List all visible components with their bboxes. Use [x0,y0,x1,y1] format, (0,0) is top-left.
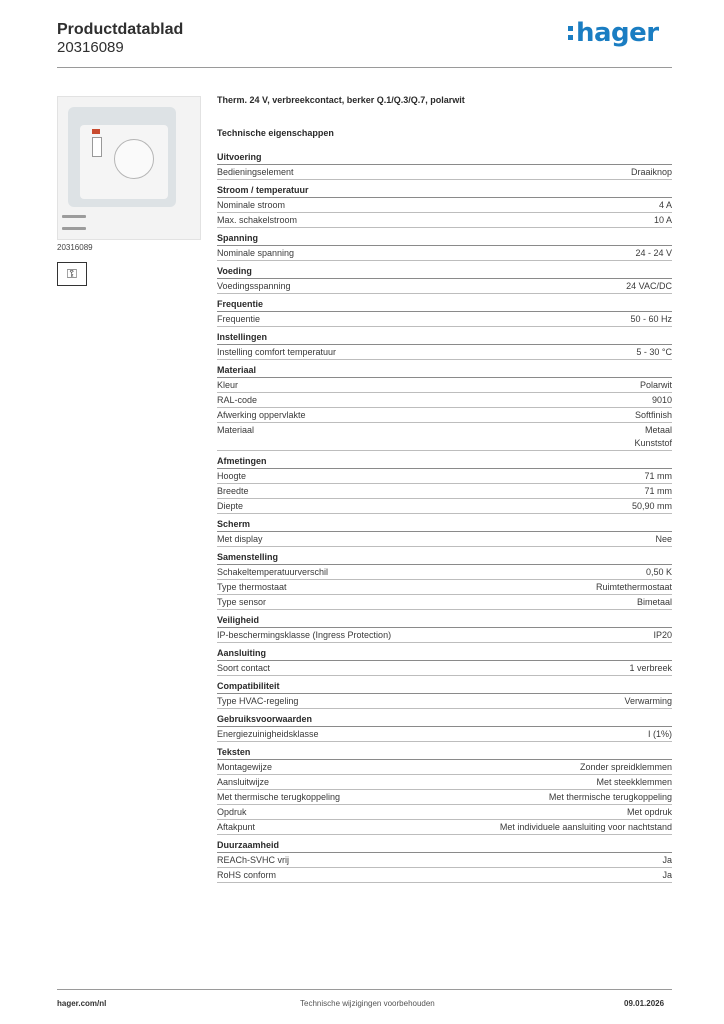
spec-value-line: 50 - 60 Hz [630,314,672,324]
spec-value-line: 0,50 K [645,567,672,577]
spec-value-line: 10 A [653,215,672,225]
footer-date: 09.01.2026 [624,999,665,1008]
spec-value-line: Zonder spreidklemmen [579,762,672,772]
spec-value [653,629,672,642]
spec-row [217,760,672,775]
spec-label: Aftakpunt [217,822,256,832]
spec-section [217,680,672,709]
spec-value [634,424,672,450]
section-title: Frequentie [217,298,672,312]
spec-label: Soort contact [217,663,271,673]
section-heading: Technische eigenschappen [217,128,334,138]
spec-section [217,331,672,360]
spec-value-line: IP20 [653,630,672,640]
spec-value-line: 24 VAC/DC [626,281,672,291]
spec-label: Breedte [217,486,249,496]
spec-label: Diepte [217,501,244,511]
spec-value [635,247,672,260]
spec-value [662,869,672,882]
spec-value [630,313,672,326]
spec-label: Materiaal [217,425,255,435]
logo-colon-icon [568,26,573,40]
spec-value-line: Ja [662,870,672,880]
spec-value [644,485,672,498]
spec-value [596,776,672,789]
spec-value [654,214,672,227]
spec-row [217,469,672,484]
spec-value [624,695,672,708]
spec-value-line: Bimetaal [636,597,672,607]
spec-section [217,713,672,742]
spec-row [217,165,672,180]
spec-value [580,761,672,774]
spec-row [217,727,672,742]
product-number: 20316089 [57,39,124,56]
spec-value-line: Draaiknop [630,167,672,177]
image-caption: 20316089 [57,243,93,252]
spec-value [596,581,672,594]
spec-value [549,791,672,804]
spec-row [217,532,672,547]
spec-label: RAL-code [217,395,258,405]
screw-icon [62,227,86,230]
spec-label: IP-beschermingsklasse (Ingress Protection) [217,630,392,640]
spec-value-line: 5 - 30 °C [636,347,672,357]
spec-value-line: I (1%) [647,729,672,739]
spec-row [217,868,672,883]
spec-row [217,820,672,835]
spec-value [659,199,672,212]
spec-section [217,647,672,676]
section-title: Stroom / temperatuur [217,184,672,198]
spec-label: Schakeltemperatuurverschil [217,567,329,577]
footer-divider [57,989,672,990]
section-title: Aansluiting [217,647,672,661]
spec-row [217,423,672,451]
spec-section [217,184,672,228]
spec-sections [217,151,672,883]
spec-row [217,312,672,327]
spec-label: Type HVAC-regeling [217,696,299,706]
spec-row [217,661,672,676]
spec-value [655,533,672,546]
spec-value-line: 71 mm [644,471,672,481]
section-title: Samenstelling [217,551,672,565]
section-title: Uitvoering [217,151,672,165]
section-title: Gebruiksvoorwaarden [217,713,672,727]
spec-row [217,565,672,580]
spec-value-line: Ruimtethermostaat [595,582,672,592]
section-title: Scherm [217,518,672,532]
spec-label: Kleur [217,380,239,390]
spec-value-line: 24 - 24 V [635,248,672,258]
spec-label: Met thermische terugkoppeling [217,792,341,802]
spec-value-line: Met individuele aansluiting voor nachtstand [499,822,672,832]
mounting-symbol-icon: ⚿ [57,262,87,286]
spec-label: Bedieningselement [217,167,294,177]
section-title: Veiligheid [217,614,672,628]
spec-row [217,499,672,514]
spec-value [500,821,672,834]
spec-label: Frequentie [217,314,261,324]
spec-label: Type sensor [217,597,267,607]
spec-value [632,500,672,513]
spec-value-line: Met steekklemmen [596,777,672,787]
spec-value [646,566,672,579]
spec-value [627,806,672,819]
footer-website: hager.com/nl [57,999,107,1008]
spec-label: Afwerking oppervlakte [217,410,306,420]
spec-label: Hoogte [217,471,247,481]
spec-label: Instelling comfort temperatuur [217,347,337,357]
spec-value [629,662,672,675]
spec-section [217,551,672,610]
spec-label: Voedingsspanning [217,281,291,291]
spec-value [648,728,672,741]
spec-label: Type thermostaat [217,582,287,592]
spec-label: Max. schakelstroom [217,215,298,225]
spec-row [217,775,672,790]
led-indicator [92,129,100,134]
spec-row [217,805,672,820]
product-image [57,96,201,240]
spec-value-line: Nee [655,534,672,544]
section-title: Afmetingen [217,455,672,469]
spec-label: REACh-SVHC vrij [217,855,290,865]
section-title: Duurzaamheid [217,839,672,853]
spec-row [217,378,672,393]
spec-value [637,596,672,609]
spec-value-line: Ja [662,855,672,865]
spec-value-line: Metaal [644,425,672,435]
spec-section [217,151,672,180]
spec-label: Nominale stroom [217,200,286,210]
spec-label: Energiezuinigheidsklasse [217,729,319,739]
spec-value [626,280,672,293]
spec-row [217,246,672,261]
spec-label: Aansluitwijze [217,777,270,787]
section-title: Materiaal [217,364,672,378]
spec-section [217,518,672,547]
spec-label: Met display [217,534,263,544]
spec-label: RoHS conform [217,870,277,880]
spec-row [217,279,672,294]
screw-icon [62,215,86,218]
spec-label: Opdruk [217,807,247,817]
spec-section [217,746,672,835]
spec-row [217,484,672,499]
spec-value [631,166,672,179]
spec-row [217,393,672,408]
spec-section [217,364,672,451]
spec-value [652,394,672,407]
spec-row [217,628,672,643]
spec-section [217,298,672,327]
spec-content [217,93,672,883]
footer-notice: Technische wijzigingen voorbehouden [300,999,435,1008]
spec-value [635,409,672,422]
spec-value-line: 50,90 mm [631,501,672,511]
header-divider [57,67,672,68]
spec-value-line: Verwarming [624,696,672,706]
section-title: Spanning [217,232,672,246]
spec-value [636,346,672,359]
section-title: Compatibiliteit [217,680,672,694]
spec-row [217,198,672,213]
spec-value-line: Kunststof [634,438,672,448]
spec-row [217,408,672,423]
spec-value [662,854,672,867]
spec-section [217,839,672,883]
section-title: Instellingen [217,331,672,345]
spec-value-line: 71 mm [644,486,672,496]
spec-value-line: 4 A [658,200,672,210]
spec-value-line: Polarwit [639,380,672,390]
spec-value-line: Met thermische terugkoppeling [548,792,672,802]
spec-value-line: 9010 [651,395,672,405]
spec-row [217,790,672,805]
spec-section [217,232,672,261]
spec-label: Montagewijze [217,762,273,772]
spec-value [644,470,672,483]
spec-value-line: Softfinish [634,410,672,420]
spec-section [217,265,672,294]
hager-logo [568,16,659,50]
logo-text: hager [576,18,659,48]
spec-row [217,345,672,360]
spec-row [217,595,672,610]
spec-row [217,853,672,868]
section-title: Teksten [217,746,672,760]
thermostat-plate [68,107,176,207]
rotary-knob [114,139,154,179]
spec-section [217,455,672,514]
spec-row [217,694,672,709]
switch-slot [92,137,102,157]
section-title: Voeding [217,265,672,279]
spec-row [217,580,672,595]
spec-row [217,213,672,228]
spec-value [640,379,672,392]
spec-label: Nominale spanning [217,248,295,258]
spec-value-line: Met opdruk [626,807,672,817]
spec-value-line: 1 verbreek [629,663,672,673]
product-description: Therm. 24 V, verbreekcontact, berker Q.1/Q.3/Q.7, polarwit [217,95,465,105]
page-title: Productdatablad [57,21,184,38]
spec-section [217,614,672,643]
